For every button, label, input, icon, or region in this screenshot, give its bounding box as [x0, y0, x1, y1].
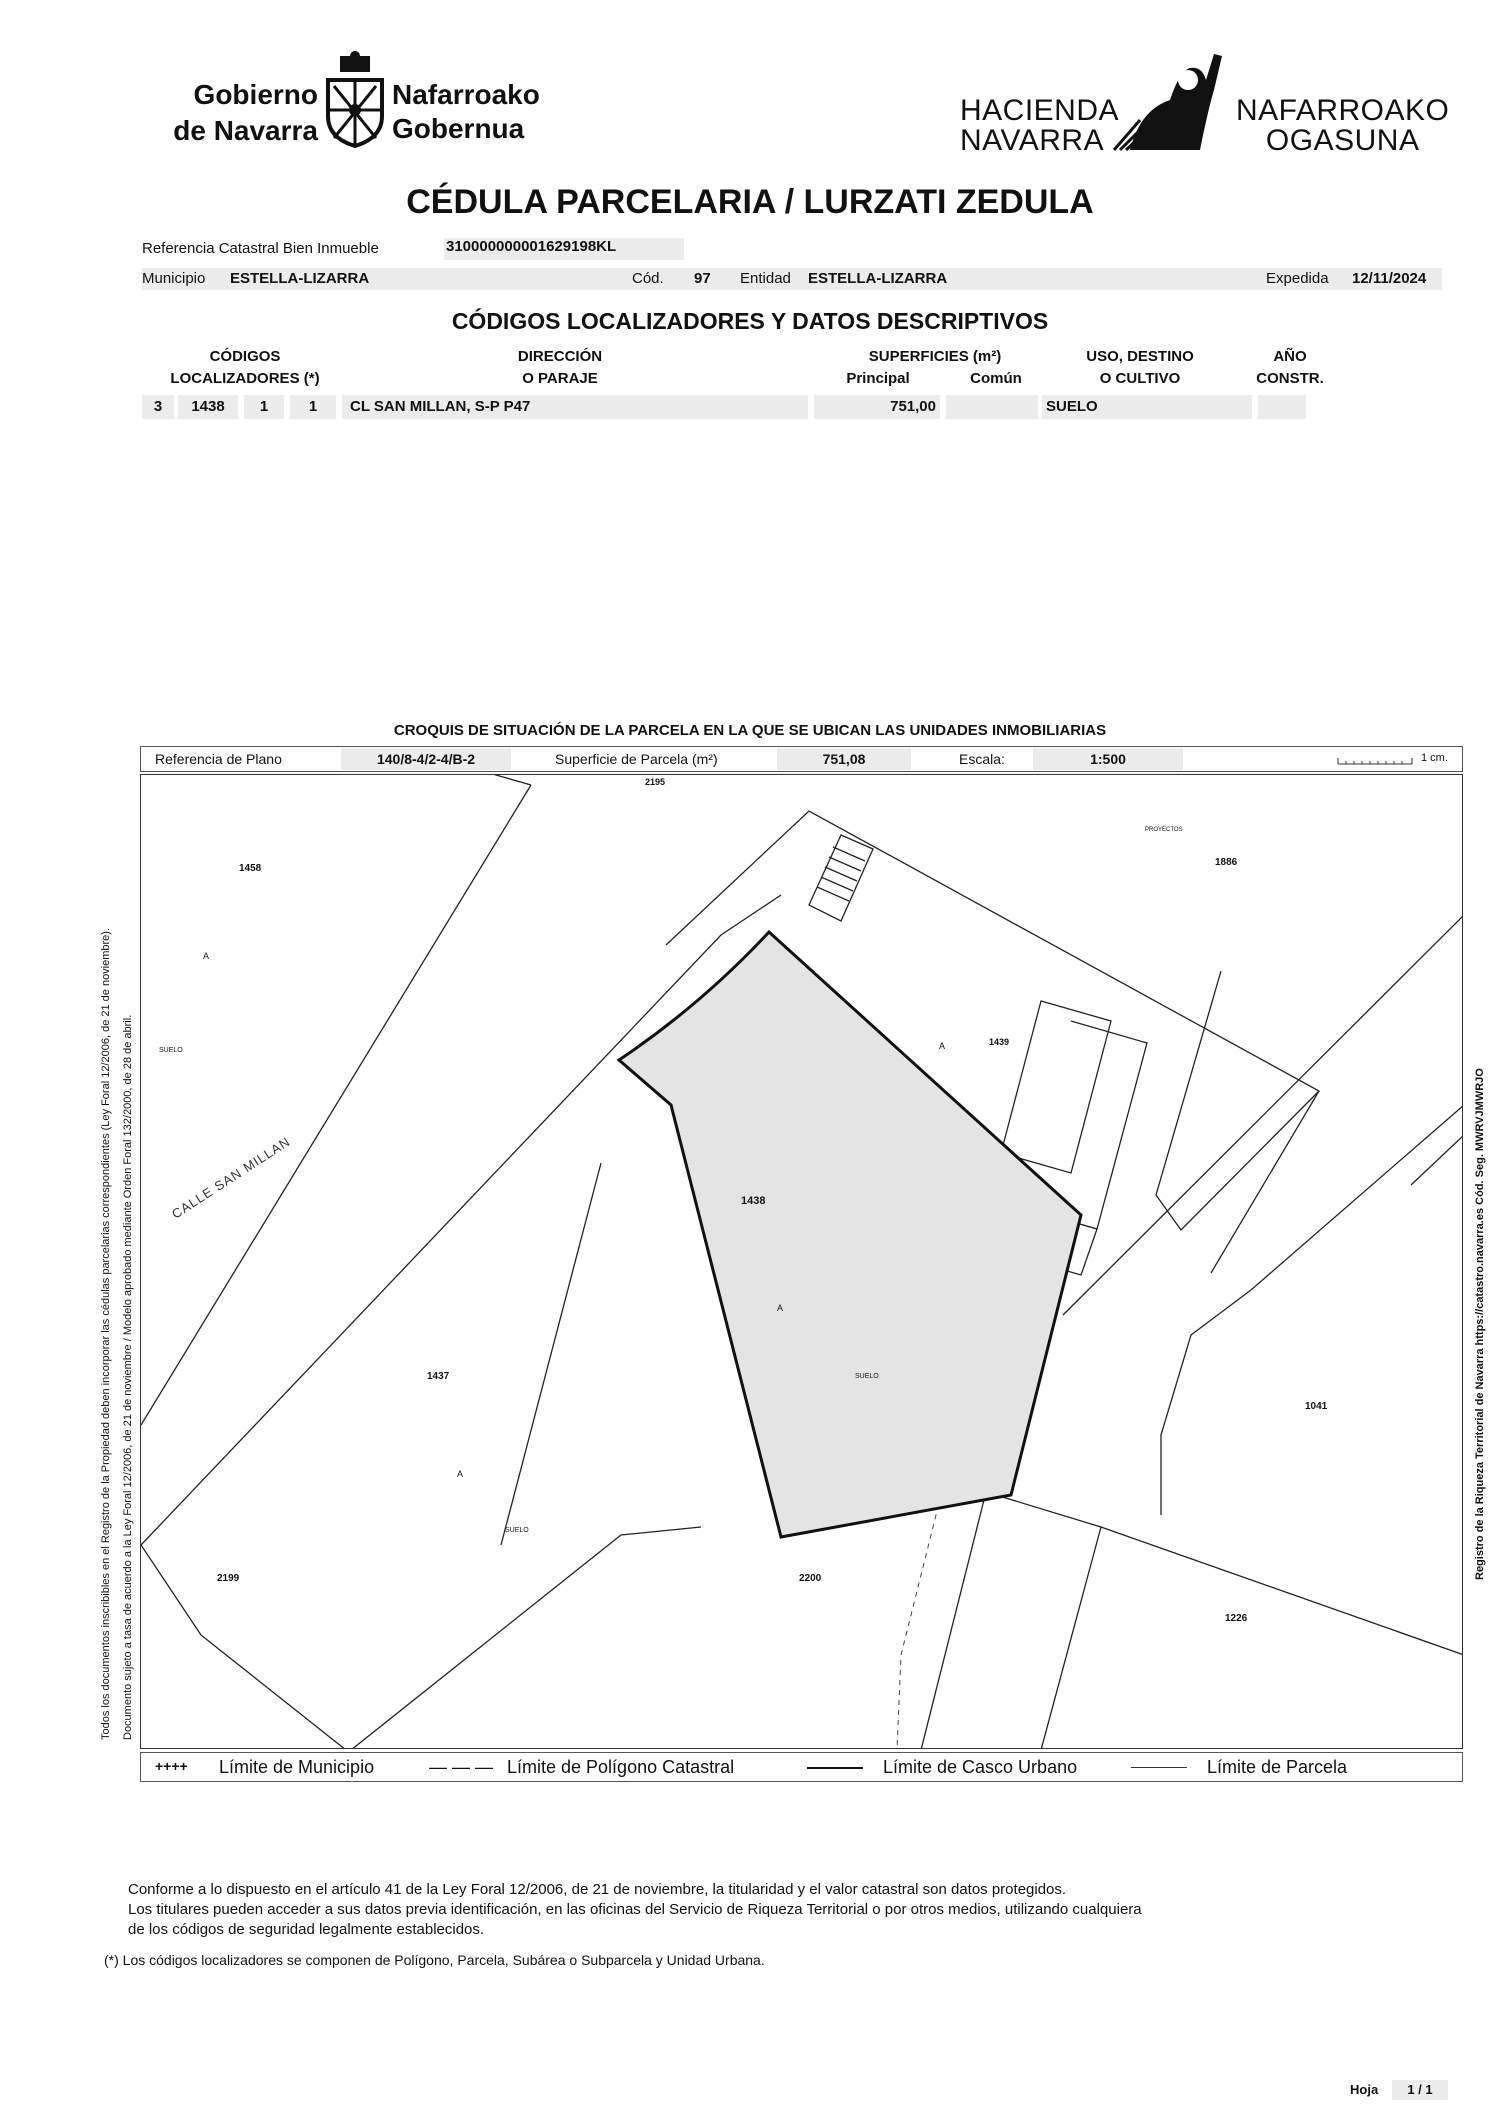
col-anio — [1240, 346, 1340, 390]
col-uso — [1050, 346, 1230, 390]
legend-casco-line — [807, 1767, 863, 1769]
cell-comun — [946, 395, 1038, 419]
footer-text — [128, 1880, 1388, 1940]
col-direccion — [460, 346, 660, 390]
col-codigos-line2: LOCALIZADORES (*) — [170, 370, 320, 387]
escala-label: Escala: — [959, 751, 1005, 767]
legend-parcela-line — [1131, 1767, 1187, 1768]
legend-mun-symbol: ++++ — [155, 1758, 188, 1774]
cell-uso: SUELO — [1042, 395, 1252, 419]
label-1439: 1439 — [989, 1037, 1010, 1047]
label-1437: 1437 — [427, 1371, 450, 1382]
col-anio-line2: CONSTR. — [1256, 370, 1324, 387]
municipio-label: Municipio — [142, 270, 206, 287]
entidad-value: ESTELLA-LIZARRA — [808, 270, 948, 287]
label-1886: 1886 — [1215, 857, 1238, 868]
col-superficies: SUPERFICIES (m²) — [868, 348, 1002, 365]
cell-principal: 751,00 — [814, 395, 940, 419]
hacienda-line1: HACIENDA — [960, 94, 1120, 127]
col-anio-line1: AÑO — [1273, 348, 1307, 365]
page-title: CÉDULA PARCELARIA / LURZATI ZEDULA — [406, 183, 1094, 221]
legend-casco: Límite de Casco Urbano — [883, 1757, 1078, 1777]
hacienda-navarra-logo — [960, 50, 1450, 160]
scale-bar-icon — [1336, 753, 1416, 767]
label-2199: 2199 — [217, 1573, 240, 1584]
expedida-value: 12/11/2024 — [1352, 270, 1427, 287]
sup-value: 751,08 — [777, 748, 911, 770]
hacienda-line2: NAVARRA — [960, 124, 1105, 157]
label-1438: 1438 — [741, 1195, 766, 1207]
legend-municipio: Límite de Municipio — [219, 1757, 375, 1777]
footer-line3: de los códigos de seguridad legalmente establecidos. — [128, 1921, 485, 1938]
label-2195: 2195 — [645, 777, 666, 787]
legend-poligono: Límite de Polígono Catastral — [507, 1757, 735, 1777]
cell-subarea: 1 — [244, 395, 284, 419]
side-note-left-2: Documento sujeto a tasa de acuerdo a la Ley Foral 12/2006, de 21 de noviembre / Modelo aprobado mediante Orden Foral 132/2000, de 28 de abril. — [122, 1014, 134, 1740]
navarra-coat-of-arms-icon — [322, 50, 388, 150]
col-codigos — [150, 346, 340, 390]
label-a3: A — [777, 1303, 784, 1313]
cadastral-map — [140, 774, 1463, 1749]
col-uso-line2: O CULTIVO — [1099, 370, 1181, 387]
col-uso-line1: USO, DESTINO — [1086, 348, 1194, 365]
footer-line1: Conforme a lo dispuesto en el artículo 41 de la Ley Foral 12/2006, de 21 de noviembre, la titularidad y el valor catastral son datos protegidos. — [128, 1881, 1067, 1898]
entidad-label: Entidad — [740, 270, 791, 287]
escala-value: 1:500 — [1033, 748, 1183, 770]
map-drawing — [141, 775, 1463, 1749]
ref-catastral-label: Referencia Catastral Bien Inmueble — [142, 240, 379, 257]
footer-line2: Los titulares pueden acceder a sus datos previa identificación, en las oficinas del Servicio de Riqueza Territorial o por otros medios, utilizando cualquiera — [128, 1901, 1142, 1918]
label-suelo3: SUELO — [505, 1527, 529, 1534]
col-principal: Principal — [846, 370, 910, 387]
parcel-1438-highlight — [619, 932, 1081, 1537]
gov-left-line2: de Navarra — [173, 115, 318, 146]
map-title: CROQUIS DE SITUACIÓN DE LA PARCELA EN LA QUE SE UBICAN LAS UNIDADES INMOBILIARIAS — [393, 722, 1107, 739]
label-a1: A — [203, 951, 210, 961]
legend-parcela: Límite de Parcela — [1207, 1757, 1348, 1777]
label-suelo1: SUELO — [159, 1047, 183, 1054]
cell-parcela: 1438 — [178, 395, 238, 419]
col-direccion-line2: O PARAJE — [522, 370, 598, 387]
scale-unit: 1 cm. — [1421, 752, 1448, 764]
cell-unidad: 1 — [290, 395, 336, 419]
ref-catastral-value: 310000000001629198KL — [444, 238, 684, 260]
label-a2: A — [939, 1041, 946, 1051]
hacienda-figure-icon — [1110, 50, 1230, 155]
section-title: CÓDIGOS LOCALIZADORES Y DATOS DESCRIPTIVOS — [451, 308, 1049, 334]
plano-bar — [140, 746, 1463, 772]
municipio-value: ESTELLA-LIZARRA — [230, 270, 370, 287]
legend-pol-symbol: — — — — [429, 1757, 494, 1777]
hoja-label: Hoja — [1350, 2082, 1379, 2097]
cell-direccion: CL SAN MILLAN, S-P P47 — [342, 395, 808, 419]
expedida-label: Expedida — [1266, 270, 1329, 287]
side-note-left-1: Todos los documentos inscribibles en el Registro de la Propiedad deben incorporar las cédulas parcelarias correspondientes (Ley Foral 12/2006, de 21 de noviembre). — [100, 927, 112, 1740]
hoja-value: 1 / 1 — [1392, 2080, 1448, 2100]
ogasuna-line2: OGASUNA — [1265, 124, 1420, 157]
label-proyectos: PROYECTOS — [1145, 827, 1183, 833]
cell-anio — [1258, 395, 1306, 419]
gov-right-line2: Gobernua — [392, 113, 525, 144]
map-legend — [140, 1752, 1463, 1782]
side-note-right: Registro de la Riqueza Territorial de Navarra https://catastro.navarra.es Cód. Seg. MWRVJMWRJO — [1474, 1068, 1486, 1580]
plano-label: Referencia de Plano — [155, 751, 282, 767]
col-codigos-line1: CÓDIGOS — [209, 348, 281, 365]
cod-value: 97 — [694, 270, 711, 287]
gov-left-line1: Gobierno — [193, 79, 318, 110]
label-1226: 1226 — [1225, 1613, 1248, 1624]
label-1041: 1041 — [1305, 1401, 1328, 1412]
cell-poligono: 3 — [142, 395, 174, 419]
ogasuna-line1: NAFARROAKO — [1236, 94, 1450, 127]
cod-label: Cód. — [632, 270, 664, 287]
label-2200: 2200 — [799, 1573, 822, 1584]
street-label: CALLE SAN MILLAN — [169, 1133, 293, 1222]
sup-label: Superficie de Parcela (m²) — [555, 751, 718, 767]
label-1458: 1458 — [239, 863, 262, 874]
gov-right-line1: Nafarroako — [392, 79, 540, 110]
label-suelo2: SUELO — [855, 1373, 879, 1380]
col-comun: Común — [970, 370, 1022, 387]
footer-note: (*) Los códigos localizadores se componen de Polígono, Parcela, Subárea o Subparcela y Unidad Urbana. — [104, 1952, 765, 1968]
label-a4: A — [457, 1469, 464, 1479]
gobierno-navarra-logo — [140, 78, 580, 152]
col-direccion-line1: DIRECCIÓN — [517, 348, 603, 365]
plano-value: 140/8-4/2-4/B-2 — [341, 748, 511, 770]
